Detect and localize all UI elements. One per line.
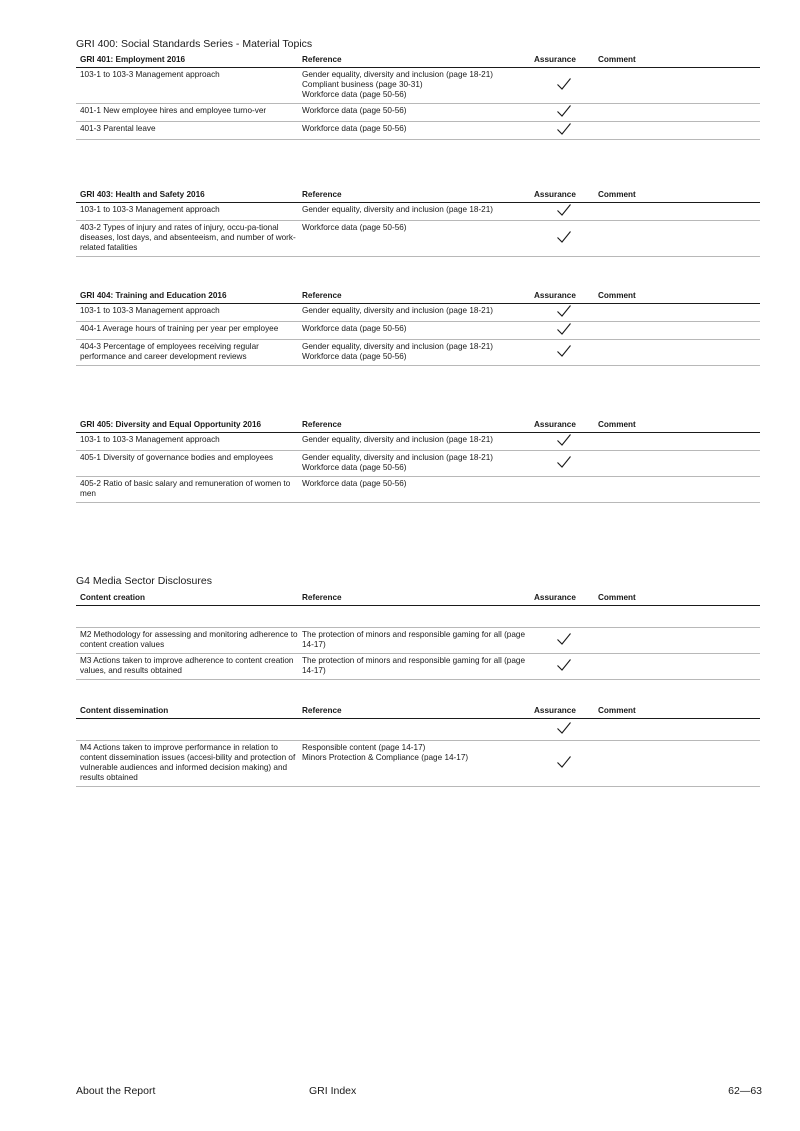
comment-cell bbox=[594, 304, 760, 322]
comment-header: Comment bbox=[594, 420, 760, 433]
disclosure-cell: 401-1 New employee hires and employee turno-ver bbox=[76, 104, 298, 122]
table-header-row bbox=[76, 55, 760, 68]
comment-cell bbox=[594, 628, 760, 654]
disclosure-cell: 403-2 Types of injury and rates of injury, occu-pa-tional diseases, lost days, and absenteeism, and number of work-related fatalities bbox=[76, 221, 298, 257]
footer-left: About the Report bbox=[76, 1085, 156, 1097]
reference-cell bbox=[298, 606, 534, 628]
reference-cell bbox=[298, 477, 534, 503]
comment-cell bbox=[594, 741, 760, 787]
check-icon bbox=[556, 455, 572, 469]
comment-cell bbox=[594, 340, 760, 366]
reference-cell bbox=[298, 741, 534, 787]
reference-cell bbox=[298, 221, 534, 257]
section-title-gri-400: GRI 400: Social Standards Series - Material Topics bbox=[76, 38, 313, 50]
table-row bbox=[76, 122, 760, 140]
comment-cell bbox=[594, 477, 760, 503]
comment-cell bbox=[594, 322, 760, 340]
assurance-header: Assurance bbox=[534, 190, 594, 203]
reference-line: Workforce data (page 50-56) bbox=[302, 463, 407, 472]
check-icon bbox=[556, 755, 572, 769]
table-row bbox=[76, 433, 760, 451]
assurance-cell bbox=[534, 221, 594, 257]
table-title: Content creation bbox=[76, 593, 298, 606]
assurance-cell bbox=[534, 203, 594, 221]
comment-header: Comment bbox=[594, 190, 760, 203]
reference-cell bbox=[298, 304, 534, 322]
assurance-cell bbox=[534, 654, 594, 680]
reference-header: Reference bbox=[298, 55, 534, 68]
reference-cell bbox=[298, 628, 534, 654]
reference-cell bbox=[298, 719, 534, 741]
reference-line: Gender equality, diversity and inclusion (page 18-21) bbox=[302, 453, 493, 462]
assurance-header: Assurance bbox=[534, 55, 594, 68]
assurance-cell bbox=[534, 741, 594, 787]
table-header-row bbox=[76, 706, 760, 719]
table-row bbox=[76, 304, 760, 322]
reference-cell bbox=[298, 104, 534, 122]
assurance-cell bbox=[534, 606, 594, 628]
comment-header: Comment bbox=[594, 291, 760, 304]
reference-line: Gender equality, diversity and inclusion (page 18-21) bbox=[302, 342, 493, 351]
disclosure-cell: 103-1 to 103-3 Management approach bbox=[76, 68, 298, 104]
check-icon bbox=[556, 203, 572, 217]
comment-header: Comment bbox=[594, 593, 760, 606]
assurance-cell bbox=[534, 451, 594, 477]
comment-cell bbox=[594, 451, 760, 477]
reference-line: The protection of minors and responsible gaming for all (page 14-17) bbox=[302, 630, 526, 649]
disclosure-cell: 401-3 Parental leave bbox=[76, 122, 298, 140]
table-row bbox=[76, 221, 760, 257]
disclosure-cell: 405-1 Diversity of governance bodies and employees bbox=[76, 451, 298, 477]
comment-header: Comment bbox=[594, 55, 760, 68]
reference-line: Workforce data (page 50-56) bbox=[302, 324, 407, 333]
check-icon bbox=[556, 122, 572, 136]
reference-header: Reference bbox=[298, 190, 534, 203]
table-row bbox=[76, 719, 760, 741]
table-title: GRI 401: Employment 2016 bbox=[76, 55, 298, 68]
table-row bbox=[76, 451, 760, 477]
table-row bbox=[76, 628, 760, 654]
check-icon bbox=[556, 632, 572, 646]
disclosure-cell: 404-1 Average hours of training per year per employee bbox=[76, 322, 298, 340]
reference-line: Workforce data (page 50-56) bbox=[302, 352, 407, 361]
assurance-cell bbox=[534, 322, 594, 340]
table-gri-404 bbox=[76, 291, 760, 366]
reference-line: Gender equality, diversity and inclusion (page 18-21) bbox=[302, 435, 493, 444]
table-header-row bbox=[76, 190, 760, 203]
assurance-cell bbox=[534, 104, 594, 122]
disclosure-cell: 404-3 Percentage of employees receiving regular performance and career development reviews bbox=[76, 340, 298, 366]
comment-cell bbox=[594, 122, 760, 140]
comment-cell bbox=[594, 104, 760, 122]
check-icon bbox=[556, 304, 572, 318]
table-row bbox=[76, 203, 760, 221]
table-title: Content dissemination bbox=[76, 706, 298, 719]
reference-line: Gender equality, diversity and inclusion (page 18-21) bbox=[302, 205, 493, 214]
reference-line: Gender equality, diversity and inclusion (page 18-21) bbox=[302, 70, 493, 79]
table-content-dissemination bbox=[76, 706, 760, 787]
reference-header: Reference bbox=[298, 291, 534, 304]
reference-cell bbox=[298, 122, 534, 140]
table-row bbox=[76, 340, 760, 366]
comment-cell bbox=[594, 719, 760, 741]
reference-line: Workforce data (page 50-56) bbox=[302, 223, 407, 232]
assurance-header: Assurance bbox=[534, 420, 594, 433]
assurance-cell bbox=[534, 340, 594, 366]
assurance-header: Assurance bbox=[534, 706, 594, 719]
comment-cell bbox=[594, 606, 760, 628]
table-row bbox=[76, 606, 760, 628]
reference-line: The protection of minors and responsible gaming for all (page 14-17) bbox=[302, 656, 526, 675]
assurance-cell bbox=[534, 477, 594, 503]
table-row bbox=[76, 654, 760, 680]
table-row bbox=[76, 477, 760, 503]
disclosure-cell: M3 Actions taken to improve adherence to content creation values, and results obtained bbox=[76, 654, 298, 680]
footer-center: GRI Index bbox=[309, 1085, 357, 1097]
table-title: GRI 405: Diversity and Equal Opportunity 2016 bbox=[76, 420, 298, 433]
comment-cell bbox=[594, 68, 760, 104]
assurance-cell bbox=[534, 719, 594, 741]
check-icon bbox=[556, 230, 572, 244]
table-row bbox=[76, 741, 760, 787]
reference-line: Responsible content (page 14-17) bbox=[302, 743, 426, 752]
reference-header: Reference bbox=[298, 420, 534, 433]
reference-header: Reference bbox=[298, 706, 534, 719]
reference-cell bbox=[298, 203, 534, 221]
reference-line: Workforce data (page 50-56) bbox=[302, 479, 407, 488]
assurance-cell bbox=[534, 68, 594, 104]
table-row bbox=[76, 322, 760, 340]
assurance-header: Assurance bbox=[534, 291, 594, 304]
table-header-row bbox=[76, 593, 760, 606]
reference-cell bbox=[298, 451, 534, 477]
disclosure-cell bbox=[76, 606, 298, 628]
disclosure-cell: 103-1 to 103-3 Management approach bbox=[76, 203, 298, 221]
comment-cell bbox=[594, 433, 760, 451]
table-header-row bbox=[76, 420, 760, 433]
table-row bbox=[76, 68, 760, 104]
reference-cell bbox=[298, 68, 534, 104]
reference-cell bbox=[298, 433, 534, 451]
reference-line: Minors Protection & Compliance (page 14-17) bbox=[302, 753, 469, 762]
assurance-cell bbox=[534, 628, 594, 654]
disclosure-cell bbox=[76, 719, 298, 741]
check-icon bbox=[556, 77, 572, 91]
disclosure-cell: 103-1 to 103-3 Management approach bbox=[76, 304, 298, 322]
check-icon bbox=[556, 104, 572, 118]
reference-line: Workforce data (page 50-56) bbox=[302, 106, 407, 115]
assurance-cell bbox=[534, 122, 594, 140]
table-title: GRI 403: Health and Safety 2016 bbox=[76, 190, 298, 203]
reference-cell bbox=[298, 322, 534, 340]
check-icon bbox=[556, 721, 572, 735]
reference-line: Workforce data (page 50-56) bbox=[302, 90, 407, 99]
table-header-row bbox=[76, 291, 760, 304]
check-icon bbox=[556, 658, 572, 672]
reference-line: Compliant business (page 30-31) bbox=[302, 80, 423, 89]
disclosure-cell: 103-1 to 103-3 Management approach bbox=[76, 433, 298, 451]
reference-line: Gender equality, diversity and inclusion (page 18-21) bbox=[302, 306, 493, 315]
check-icon bbox=[556, 322, 572, 336]
table-gri-405 bbox=[76, 420, 760, 503]
check-icon bbox=[556, 344, 572, 358]
disclosure-cell: M2 Methodology for assessing and monitoring adherence to content creation values bbox=[76, 628, 298, 654]
comment-cell bbox=[594, 203, 760, 221]
assurance-cell bbox=[534, 304, 594, 322]
comment-header: Comment bbox=[594, 706, 760, 719]
section-title-g4-media: G4 Media Sector Disclosures bbox=[76, 575, 212, 587]
reference-cell bbox=[298, 340, 534, 366]
footer-page-number: 62—63 bbox=[728, 1085, 762, 1097]
assurance-header: Assurance bbox=[534, 593, 594, 606]
check-icon bbox=[556, 433, 572, 447]
reference-header: Reference bbox=[298, 593, 534, 606]
disclosure-cell: M4 Actions taken to improve performance in relation to content dissemination issues (accesi-bility and protection of vulnerable audiences and informed decision making) and results obtained bbox=[76, 741, 298, 787]
comment-cell bbox=[594, 654, 760, 680]
table-content-creation bbox=[76, 593, 760, 680]
reference-line: Workforce data (page 50-56) bbox=[302, 124, 407, 133]
comment-cell bbox=[594, 221, 760, 257]
disclosure-cell: 405-2 Ratio of basic salary and remuneration of women to men bbox=[76, 477, 298, 503]
assurance-cell bbox=[534, 433, 594, 451]
reference-cell bbox=[298, 654, 534, 680]
table-title: GRI 404: Training and Education 2016 bbox=[76, 291, 298, 304]
table-row bbox=[76, 104, 760, 122]
table-gri-401 bbox=[76, 55, 760, 140]
table-gri-403 bbox=[76, 190, 760, 257]
